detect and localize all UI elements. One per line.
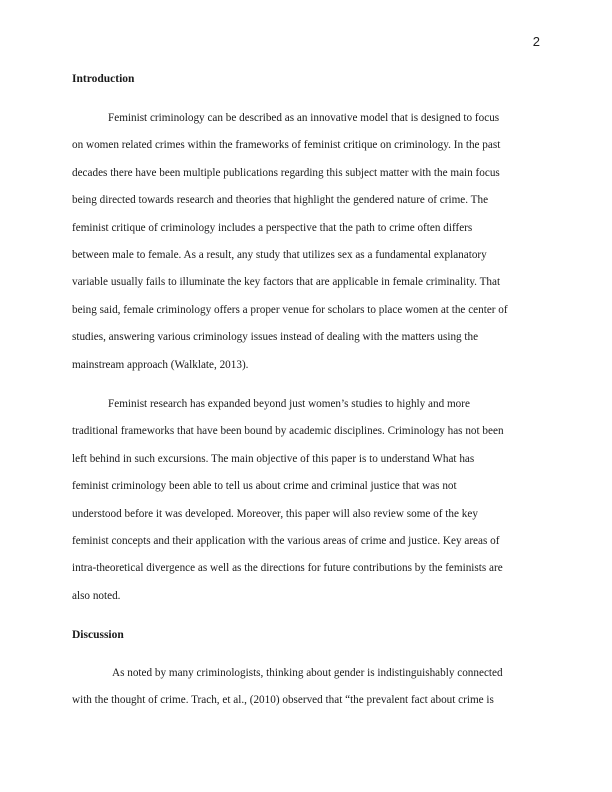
paragraph-line: feminist criminology been able to tell us about crime and criminal justice that was not	[72, 480, 457, 493]
paragraph-line: feminist concepts and their application with the various areas of crime and justice. Key areas of	[72, 534, 500, 547]
paragraph-line: also noted.	[72, 589, 121, 602]
paragraph-line: left behind in such excursions. The main objective of this paper is to understand What has	[72, 452, 475, 465]
paragraph-line: between male to female. As a result, any study that utilizes sex as a fundamental explanatory	[72, 248, 487, 261]
paragraph-line: understood before it was developed. Moreover, this paper will also review some of the key	[72, 507, 478, 520]
introduction-heading: Introduction	[72, 73, 135, 85]
introduction-paragraph-1	[72, 110, 542, 384]
paragraph-line: Feminist research has expanded beyond just women’s studies to highly and more	[108, 398, 470, 410]
paragraph-line: studies, answering various criminology issues instead of dealing with the matters using the	[72, 331, 479, 344]
paragraph-line: being directed towards research and theories that highlight the gendered nature of crime. The	[72, 194, 489, 207]
paragraph-line: As noted by many criminologists, thinking about gender is indistinguishably connected	[112, 667, 503, 679]
paragraph-line: decades there have been multiple publications regarding this subject matter with the main focus	[72, 166, 500, 179]
paragraph-line: variable usually fails to illuminate the key factors that are applicable in female criminality. That	[72, 276, 501, 289]
introduction-paragraph-2	[72, 396, 542, 615]
paragraph-line: Feminist criminology can be described as an innovative model that is designed to focus	[108, 112, 500, 124]
paragraph-line: feminist critique of criminology includes a perspective that the path to crime often differs	[72, 221, 473, 234]
discussion-paragraph-1	[72, 665, 542, 720]
paragraph-line: with the thought of crime. Trach, et al., (2010) observed that “the prevalent fact about crime is	[72, 694, 494, 707]
discussion-heading: Discussion	[72, 629, 124, 641]
paragraph-line: on women related crimes within the frameworks of feminist critique on criminology. In the past	[72, 139, 501, 152]
paragraph-line: traditional frameworks that have been bound by academic disciplines. Criminology has not been	[72, 425, 504, 438]
paragraph-line: intra-theoretical divergence as well as the directions for future contributions by the feminists are	[72, 562, 503, 575]
paragraph-line: mainstream approach (Walklate, 2013).	[72, 358, 249, 371]
page-number: 2	[532, 34, 540, 49]
paragraph-line: being said, female criminology offers a proper venue for scholars to place women at the center of	[72, 303, 508, 316]
